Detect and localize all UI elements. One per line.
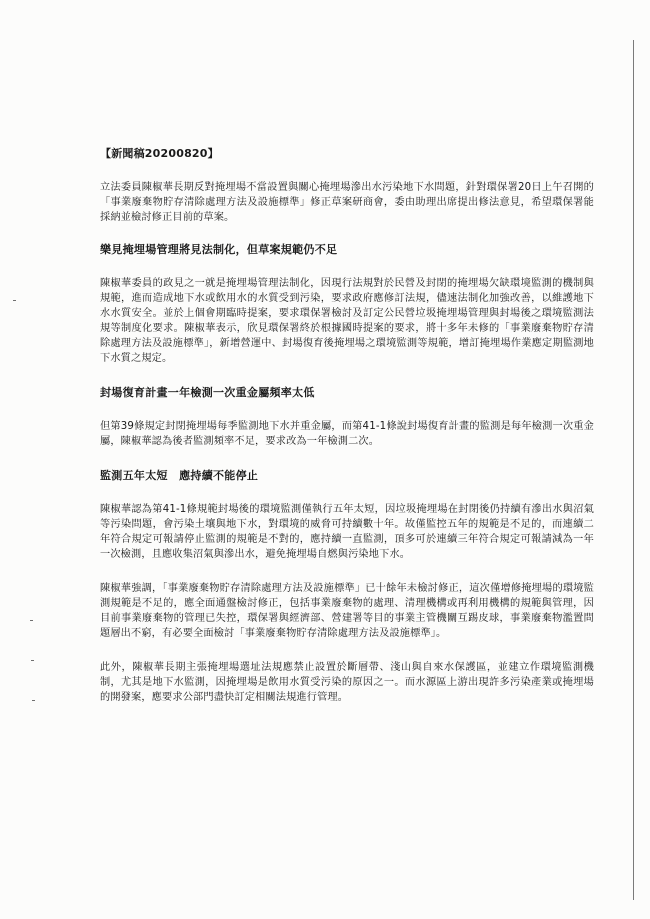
intro-paragraph: 立法委員陳椒華長期反對掩埋場不當設置與關心掩埋場滲出水污染地下水問題，針對環保署20日上午召開的「事業廢棄物貯存清除處理方法及設施標準」修正草案研商會，委由助理出席提出修法意見，希望環保署能採納並檢討修正目前的草案。 xyxy=(100,182,594,223)
section-2-heading: 封場復育計畫一年檢測一次重金屬頻率太低 xyxy=(100,386,315,399)
section-3-paragraph: 陳椒華認為第41-1條規範封場後的環境監測僅執行五年太短，因垃圾掩埋場在封閉後仍持續有滲出水與沼氣等污染問題，會污染土壤與地下水，對環境的威脅可持續數十年。故僅監控五年的規範是不足的，而連續二年符合規定可報請停止監測的規範是不對的，應持續一直監測，頂多可於連續三年符合規定可報請減為一年一次檢測，且應收集沼氣與滲出水，避免掩埋場自燃與污染地下水。 xyxy=(100,504,594,560)
section-3-heading: 監測五年太短 應持續不能停止 xyxy=(100,469,259,482)
scan-speck xyxy=(31,660,34,661)
press-release-dateline: 【新聞稿20200820】 xyxy=(100,147,219,160)
scan-speck xyxy=(32,700,35,701)
closing-paragraph: 此外，陳椒華長期主張掩埋場選址法規應禁止設置於斷層帶、淺山與自來水保護區，並建立作環境監測機制，尤其是地下水監測，因掩埋場是飲用水質受污染的原因之一。而水源區上游出現許多污染產業或掩埋場的開發案，應要求公部門盡快訂定相關法規進行管理。 xyxy=(100,662,594,703)
section-1-heading: 樂見掩埋場管理將見法制化，但草案規範仍不足 xyxy=(100,243,338,256)
scan-speck xyxy=(30,620,33,621)
press-release xyxy=(100,146,594,705)
scan-edge-line xyxy=(633,40,634,900)
section-2-paragraph: 但第39條規定封閉掩埋場每季監測地下水并重金屬，而第41-1條說封場復育計畫的監測是每年檢測一次重金屬，陳椒華認為後者監測頻率不足，要求改為一年檢測二次。 xyxy=(100,421,594,447)
section-1-paragraph: 陳椒華委員的政見之一就是掩埋場管理法制化，因現行法規對於民營及封閉的掩埋場欠缺環境監測的機制與規範，進而造成地下水或飲用水的水質受到污染，要求政府應修訂法規，儘速法制化加強改善，以維護地下水水質安全。並於上個會期臨時提案，要求環保署檢討及訂定公民營垃圾掩埋場管理與封場後之環境監測法規等制度化要求。陳椒華表示，欣見環保署終於根據國時提案的要求，將十多年未修的「事業廢棄物貯存清除處理方法及設施標準」，新增營運中、封場復育後掩埋場之環境監測等規範，增訂掩埋場作業應定期監測地下水質之規定。 xyxy=(100,278,594,364)
section-3-paragraph-2: 陳椒華強調，「事業廢棄物貯存清除處理方法及設施標準」已十餘年未檢討修正，這次僅增修掩埋場的環境監測規範是不足的，應全面通盤檢討修正，包括事業廢棄物的處理、清理機構或再利用機構的規範與管理，因目前事業廢棄物的管理已失控，環保署與經濟部、營建署等目的事業主管機關互踢皮球，事業廢棄物濫置問題層出不窮，有必要全面檢討「事業廢棄物貯存清除處理方法及設施標準」。 xyxy=(100,583,594,639)
scan-speck xyxy=(13,300,16,301)
